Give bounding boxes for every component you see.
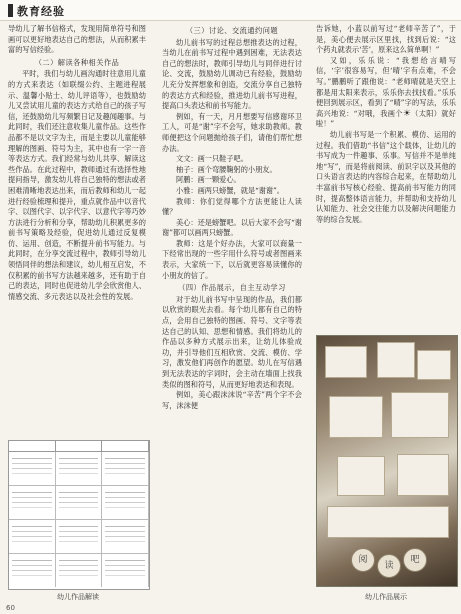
paragraph [316,56,456,130]
photo-label: 吧 [403,548,427,572]
column-1 [8,24,146,302]
table-row [9,452,149,486]
figure-caption-left: 幼儿作品解读 [57,593,99,601]
section-title: 教育经验 [17,4,65,18]
sun-icon: ☀ [402,108,412,119]
photo-card [337,456,385,496]
children-work-table-image [8,440,150,590]
paragraph: 幼儿前书写是一个积累、模仿、运用的过程。我们借助“书信”这个载体，让幼儿的书写成为一件趣事、乐事。写信并不是单纯地“写”，而是将前阅读、前识字以及其他的口头语言表达的内容综合起来，在帮助幼儿丰富前书写核心经验、提高前书写能力的同时，提高整体语言能力，并帮助和支持幼儿认知能力、社会交往能力以及解决问题能力等的综合发展。 [316,129,456,224]
column-3 [316,24,456,225]
photo-label: 读 [377,554,401,578]
paragraph: 教师：这是个好办法，大家可以商量一下经常出现的一些字用什么符号或者图画来表示，大家统一下，以后就更容易读懂你的小朋友的信了。 [162,238,302,280]
section-heading: （二）解读各种相关作品 [34,57,120,67]
paragraph: 平时，我们与幼儿画沟通时往意用儿童的方式来表达（如联缀公约、主题进程展示、温馨小贴士、幼儿评语等），也鼓励幼儿又尝试用儿童的表达方式给自己的孩子写信，还鼓励幼儿写频繁日记及趣闻趣事。与此同时，我们还注意收集儿童作品。这些作品都不是以文字为主，而是主要以儿童能够理解的图画、符号为主，其中也有一字一音等表达方式。我们经常与幼儿共享、解读这些作品。在此过程中，教师通过有选择性地提问指导，激发幼儿将自己独特的想法或者困难清晰地表达出来，而后教师和幼儿一起进行经验梳理和提升，重点就作品中以音代字、以图代字、以字代字、以意代字等巧妙方法进行分析和分享，帮助幼儿积累更多的前书写策略及经验，促进幼儿通过反复模仿、运用、创造，不断提升前书写能力。与此同时，在分享交流过程中，教师引导幼儿领悟同伴的想法和建议，幼儿相互启发，不仅积累的前书写方法越来越多，还有助于自己的表达，同时也促进幼儿学会欣赏他人、情感交流、多元表达以及社会性的发展。 [8,69,146,301]
paragraph: 幼儿前书写的过程总想推表达的过程，当幼儿在前书写过程中遇到困难，无法表达自己的想法时，教师引导幼儿与同伴进行讨论、交流，鼓励幼儿调动已有经验，鼓励幼儿充分发挥想象和创造，交流分享自己独特的表达方式和经验，推进幼儿前书写进程，提高口头表达和前书写能力。 [162,37,302,111]
figure-caption-right: 幼儿作品展示 [365,593,407,601]
table-row [9,486,149,520]
header-band [0,0,461,21]
dialogue-line: 美心：还是螃蟹吧。以后大家不会写“谢谢”都可以画两只螃蟹。 [162,217,302,238]
paragraph-text: 又如，乐乐说：“我想给言晴写信，‘字’很容易写，但‘晴’字有点难，不会写。”鹏鹏听了跟他说：“老师晴就是天空上都是用太阳来表示，乐乐你去找找看。”乐乐便回到展示区，看到了“晴”字的写法，乐乐高兴地说：“对哦，我画个 [316,55,456,118]
page-number: 60 [6,604,15,612]
header-marker [8,4,13,17]
section-header [8,3,65,18]
paragraph-text: （太阳）就好啦！” [316,108,456,129]
photo-card [329,396,383,438]
paragraph: 导幼儿了解书信格式，发现用简单符号和图画可以更好地表达自己的想法，从而积累丰富的写信经验。 [8,24,146,55]
dialogue-line: 阿鹏：画一颗爱心。 [176,175,241,185]
dialogue-line: 教师：你们觉得哪个方法更能让人读懂？ [162,196,302,217]
table-row [9,554,149,587]
dialogue-line: 柚子：画个弯腰鞠躬的小朋友。 [176,164,277,174]
paragraph: 例如，美心跟沫沫说“辛苦”两个字不会写，沫沫便 [162,390,302,410]
table-row [9,520,149,554]
dialogue-line: 文文：画一只鞋子吧。 [176,154,248,164]
photo-card [327,506,449,538]
photo-card [377,342,415,378]
dialogue-line: 小雅：画两只螃蟹，就是“谢谢”。 [176,185,284,195]
section-heading: （四）作品展示，自主互动学习 [178,283,286,293]
paragraph: 告诉她，小蓝以前写过“老师辛苦了”，于是，美心便去展示区里找，找到后说：“这个药丸就表示‘苦’，原来这么简单啊！” [316,24,456,55]
photo-card [417,350,451,380]
paragraph: 对于幼儿前书写中呈现的作品，我们都以欣赏的眼光去看。每个幼儿都有自己的特点，会用自己独特的图画、符号、文字等表达自己的认知、思想和情感。我们将幼儿的作品以多种方式展示出来，让幼儿体验成功，并引导他们互相欣赏、交流、模仿、学习，激发他们再创作的愿望。幼儿在写信遇到无法表达的字词时，会主动在墙面上找我类似的图和符号，从而更好地表达和表现。 [162,294,302,389]
table-header-row [9,441,149,452]
photo-card [325,346,367,378]
children-work-display-photo [316,335,458,587]
column-2 [162,24,302,411]
photo-card [397,454,449,496]
section-heading: （三）讨论、交流通约问题 [185,26,279,35]
paragraph: 例如，有一天，月月想要写信感谢环卫工人，可是“谢”字不会写，她求助教师。教师便把这个问题抛给孩子们，请他们帮忙想办法。 [162,111,302,153]
photo-label: 阅 [351,548,375,572]
photo-card [391,392,449,438]
